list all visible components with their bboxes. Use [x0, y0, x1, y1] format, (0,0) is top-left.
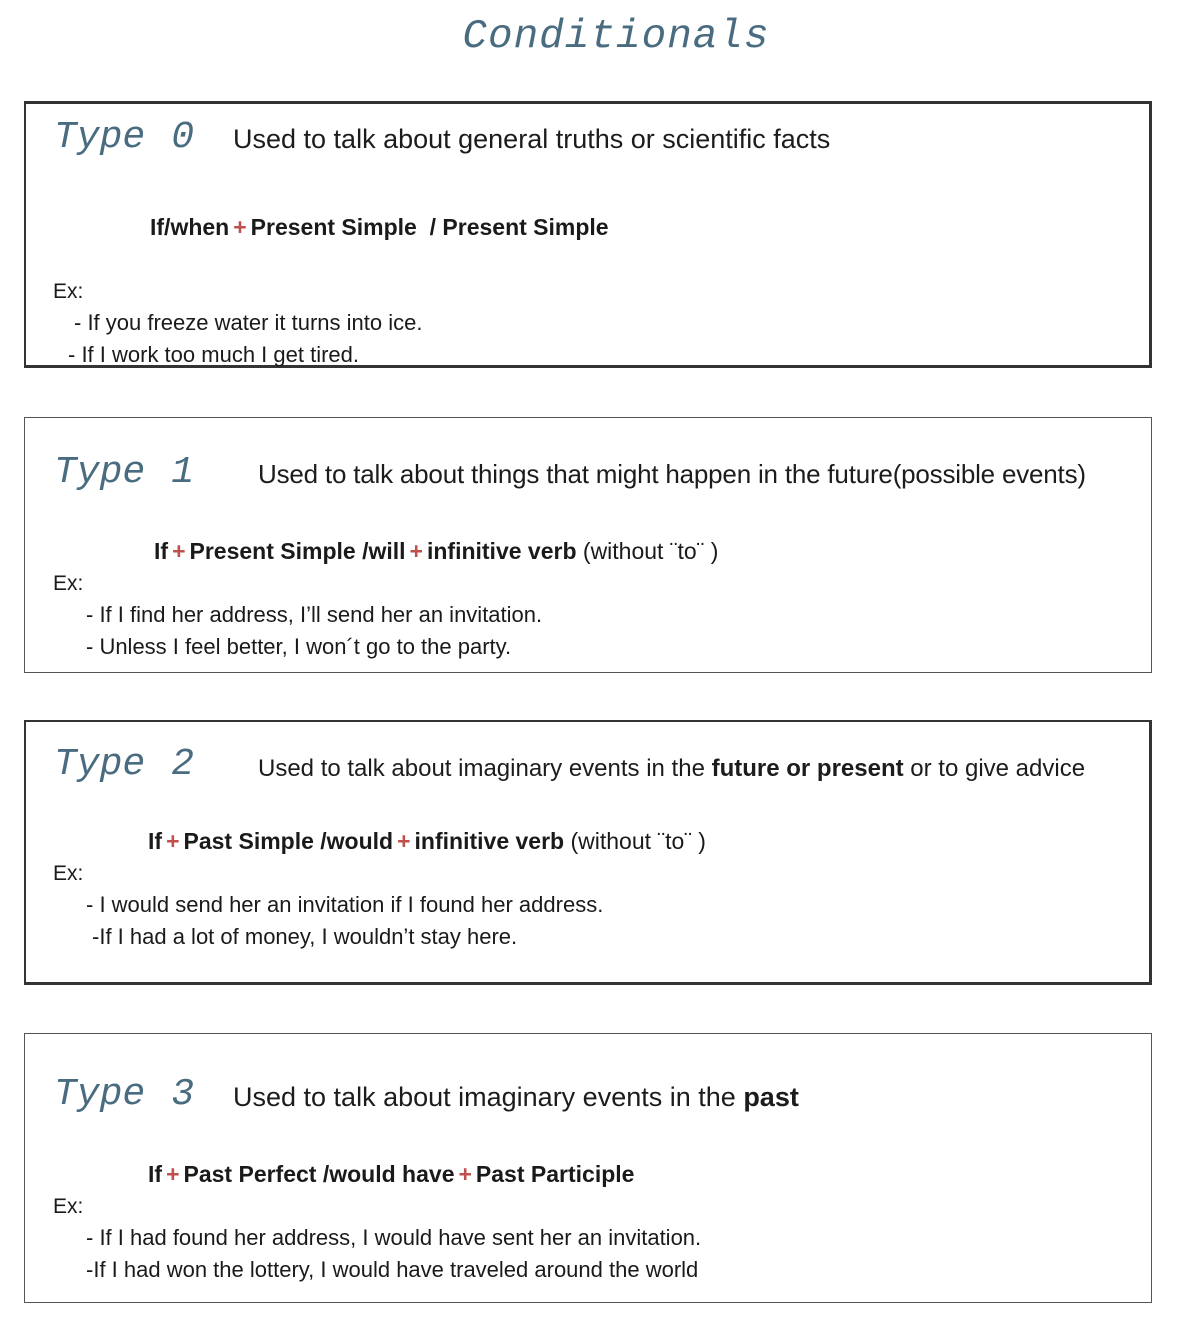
desc-text: or to give advice: [910, 755, 1086, 782]
type-2-example-2: -If I had a lot of money, I wouldn’t stay here.: [92, 924, 518, 949]
type-0-label: [54, 116, 194, 159]
formula-part: / Present Simple: [429, 214, 609, 240]
desc-text: Used to talk about imaginary events in the: [258, 755, 705, 782]
formula-part: Present Simple: [250, 214, 417, 240]
plus-sign: +: [172, 538, 186, 564]
plus-sign: +: [397, 828, 411, 854]
desc-bold: past: [743, 1082, 799, 1112]
type-number: 3: [171, 1073, 195, 1116]
formula-part: infinitive verb: [426, 538, 577, 564]
type-0-formula: [150, 214, 609, 241]
type-3-example-1: - If I had found her address, I would have sent her an invitation.: [86, 1225, 702, 1250]
type-2-ex-label: Ex:: [53, 862, 84, 885]
type-number: 2: [171, 743, 195, 786]
formula-part: Past Participle: [475, 1161, 635, 1187]
type-word: Type: [54, 1073, 146, 1116]
formula-part: If: [148, 1161, 163, 1187]
type-word: Type: [54, 451, 146, 494]
formula-part: If/when: [150, 214, 230, 240]
type-0-ex-label: Ex:: [53, 280, 84, 303]
type-number: 1: [171, 451, 195, 494]
type-0-description: Used to talk about general truths or scientific facts: [233, 124, 831, 154]
type-word: Type: [54, 743, 146, 786]
type-1-ex-label: Ex:: [53, 572, 84, 595]
type-1-label: [54, 451, 194, 494]
type-1-formula: [154, 538, 718, 565]
type-1-example-2: - Unless I feel better, I won´t go to the party.: [86, 634, 512, 659]
type-2-label: [54, 743, 194, 786]
plus-sign: +: [409, 538, 423, 564]
type-1-description: Used to talk about things that might happen in the future(possible events): [258, 459, 1086, 489]
type-2-example-1: - I would send her an invitation if I found her address.: [86, 892, 604, 917]
plus-sign: +: [458, 1161, 472, 1187]
formula-note: (without ¨to¨ ): [570, 828, 706, 854]
formula-part: Past Simple /would: [183, 828, 394, 854]
page-title: Conditionals: [462, 14, 770, 60]
type-3-example-2: -If I had won the lottery, I would have traveled around the world: [86, 1257, 699, 1282]
type-2-description: [258, 755, 1085, 783]
type-2-formula: [148, 828, 706, 855]
type-0-example-1: - If you freeze water it turns into ice.: [74, 310, 423, 335]
formula-part: If: [154, 538, 169, 564]
type-number: 0: [171, 116, 195, 159]
formula-part: If: [148, 828, 163, 854]
type-1-example-1: - If I find her address, I’ll send her an invitation.: [86, 602, 543, 627]
type-3-description: [233, 1082, 799, 1113]
plus-sign: +: [233, 214, 247, 240]
formula-part: infinitive verb: [414, 828, 565, 854]
type-0-example-2: - If I work too much I get tired.: [68, 342, 359, 367]
desc-text: Used to talk about imaginary events in the: [233, 1082, 736, 1112]
formula-part: Present Simple /will: [189, 538, 406, 564]
formula-note: (without ¨to¨ ): [582, 538, 719, 564]
type-3-formula: [148, 1161, 634, 1188]
plus-sign: +: [166, 828, 180, 854]
type-3-ex-label: Ex:: [53, 1195, 84, 1218]
type-word: Type: [54, 116, 146, 159]
formula-part: Past Perfect /would have: [183, 1161, 455, 1187]
type-3-label: [54, 1073, 194, 1116]
desc-bold: future or present: [711, 755, 904, 782]
plus-sign: +: [166, 1161, 180, 1187]
